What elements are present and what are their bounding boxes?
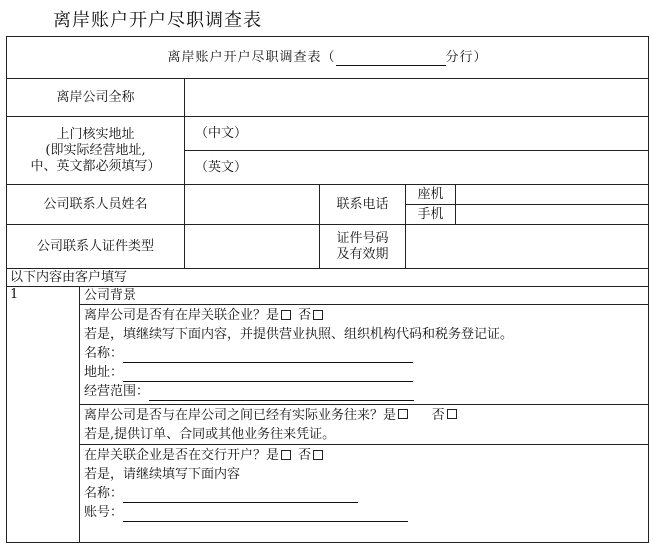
affiliate-name-row — [84, 344, 644, 363]
form-header — [7, 37, 649, 79]
bocom-name-blank[interactable] — [123, 486, 358, 503]
bocom-account-block — [80, 445, 649, 543]
affiliate-scope-label: 经营范围： — [84, 384, 150, 399]
q1-followup: 若是，填继续写下面内容，并提供营业执照、组织机构代码和税务登记证。 — [84, 327, 514, 342]
item-number: 1 — [7, 287, 80, 543]
q1-yes-checkbox[interactable] — [281, 310, 291, 320]
id-number-label — [320, 225, 406, 269]
affiliate-name-label: 名称： — [84, 346, 124, 361]
landline-label: 座机 — [406, 185, 456, 205]
document-title: 离岸账户开户尽职调查表 — [53, 10, 262, 31]
address-label-line2: (即实际经营地址, — [45, 142, 146, 158]
bocom-account-row — [84, 503, 644, 522]
id-number-label-line2: 及有效期 — [336, 246, 389, 262]
contact-phone-label: 联系电话 — [320, 185, 406, 225]
q3-no-checkbox[interactable] — [313, 450, 323, 460]
due-diligence-form — [6, 36, 649, 543]
q2-no-checkbox[interactable] — [447, 409, 457, 419]
q1-text: 离岸公司是否有在岸关联企业？是 — [84, 308, 280, 323]
q2-followup: 若是,提供订单、合同或其他业务往来凭证。 — [84, 426, 336, 442]
mobile-label: 手机 — [406, 205, 456, 225]
address-label-line3: 中、英文都必须填写） — [30, 158, 161, 174]
contact-name-label: 公司联系人员姓名 — [7, 185, 185, 225]
landline-field[interactable] — [456, 185, 649, 205]
address-en-field[interactable]: （英文） — [185, 151, 649, 185]
affiliate-scope-row — [84, 382, 644, 401]
affiliate-scope-blank[interactable] — [149, 384, 414, 401]
branch-name-blank[interactable] — [336, 49, 446, 66]
q2-line — [84, 406, 644, 425]
q2-text: 离岸公司是否与在岸公司之间已经有实际业务往来？是 — [84, 407, 397, 423]
q2-no-text: 否 — [431, 407, 445, 423]
q3-no-text: 否 — [298, 448, 312, 463]
client-fill-note: 以下内容由客户填写 — [7, 269, 649, 287]
q1-no-text: 否 — [298, 308, 312, 323]
bocom-account-blank[interactable] — [123, 505, 408, 522]
q2-yes-checkbox[interactable] — [398, 409, 408, 419]
q3-followup: 若是，请继续填写下面内容 — [84, 467, 241, 482]
form-header-prefix: 离岸账户开户尽职调查表（ — [167, 50, 336, 65]
company-full-name-label: 离岸公司全称 — [7, 79, 185, 117]
q3-line — [84, 446, 644, 465]
bocom-name-row — [84, 484, 644, 503]
address-label — [7, 117, 185, 185]
bocom-account-label: 账号： — [84, 505, 124, 520]
form-header-suffix: 分行） — [445, 50, 488, 65]
q3-text: 在岸关联企业是否在交行开户？是 — [84, 448, 280, 463]
contact-id-type-field[interactable] — [185, 225, 320, 269]
affiliate-name-blank[interactable] — [123, 346, 413, 363]
company-full-name-field[interactable] — [185, 79, 649, 117]
business-dealings-block — [80, 405, 649, 445]
background-title: 公司背景 — [80, 287, 649, 305]
q1-no-checkbox[interactable] — [313, 310, 323, 320]
contact-id-type-label: 公司联系人证件类型 — [7, 225, 185, 269]
affiliate-address-blank[interactable] — [123, 365, 413, 382]
mobile-field[interactable] — [456, 205, 649, 225]
onshore-affiliate-block — [80, 305, 649, 405]
bocom-name-label: 名称： — [84, 486, 124, 501]
contact-name-field[interactable] — [185, 185, 320, 225]
address-label-line1: 上门核实地址 — [56, 126, 135, 142]
affiliate-address-row — [84, 363, 644, 382]
id-number-label-line1: 证件号码 — [336, 230, 389, 246]
q3-yes-checkbox[interactable] — [281, 450, 291, 460]
q1-line — [84, 306, 644, 325]
id-number-field[interactable] — [406, 225, 649, 269]
affiliate-address-label: 地址： — [84, 365, 124, 380]
address-cn-field[interactable]: （中文） — [185, 117, 649, 151]
